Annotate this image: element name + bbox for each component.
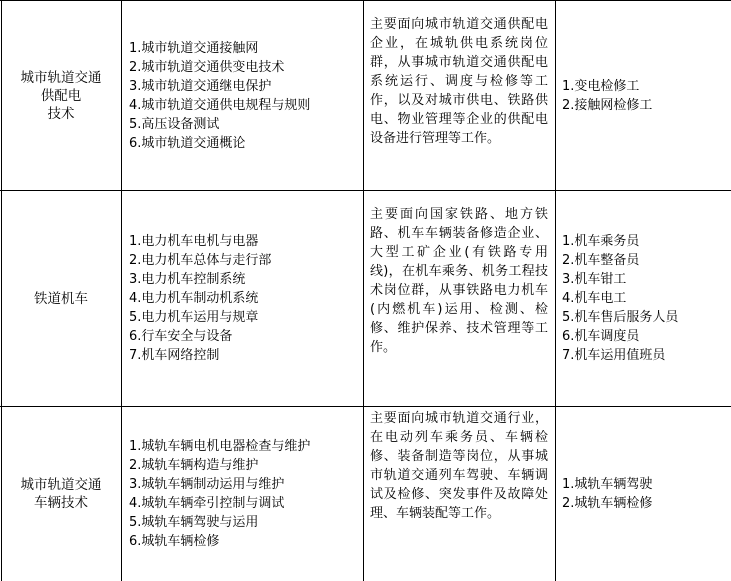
employment-description-cell <box>364 1 554 190</box>
employment-description: 主要面向国家铁路、地方铁路、机车车辆装备修造企业、大型工矿企业(有铁路专用线)，在机车乘务、机务工程技术岗位群，从事铁路电力机车(内燃机车)运用、检测、检修、维护保养、技术管理等工作。 <box>370 207 548 355</box>
employment-description-cell <box>364 407 554 581</box>
major-name-cell <box>2 407 120 581</box>
course-item: 1.城轨车辆电机电器检查与维护 <box>129 439 311 454</box>
job-item: 4.机车电工 <box>562 291 627 306</box>
course-list <box>129 232 271 365</box>
course-item: 1.电力机车电机与电器 <box>129 234 259 249</box>
job-item: 2.接触网检修工 <box>562 97 653 113</box>
job-item: 1.变电检修工 <box>562 78 640 94</box>
job-item: 7.机车运用值班员 <box>562 348 666 363</box>
core-courses-cell <box>123 1 363 190</box>
course-list <box>129 39 310 153</box>
job-item: 1.城轨车辆驾驶 <box>562 477 653 492</box>
employment-description-cell <box>364 191 554 406</box>
job-list <box>562 475 652 513</box>
job-item: 2.城轨车辆检修 <box>562 496 653 511</box>
course-item: 2.城市轨道交通供变电技术 <box>129 59 285 75</box>
course-item: 4.城市轨道交通供电规程与规则 <box>129 97 311 113</box>
major-name-line: 城市轨道交通 <box>20 477 102 493</box>
column-divider <box>121 0 122 581</box>
major-name-line: 技术 <box>47 105 75 122</box>
course-item: 3.城市轨道交通继电保护 <box>129 78 272 94</box>
course-item: 4.电力机车制动机系统 <box>129 291 259 306</box>
employment-description: 主要面向城市轨道交通供配电企业，在城轨供电系统岗位群，从事城市轨道交通供配电系统运行、调度与检修等工作，以及对城市供电、铁路供电、物业管理等企业的供配电设备进行管理等工作。 <box>370 17 548 146</box>
job-item: 6.机车调度员 <box>562 329 640 344</box>
employment-description: 主要面向城市轨道交通行业，在电动列车乘务员、车辆检修、装备制造等岗位，从事城市轨道交通列车驾驶、车辆调试及检修、突发事件及故障处理、车辆装配等工作。 <box>370 411 548 521</box>
course-item: 2.城轨车辆构造与维护 <box>129 458 259 473</box>
course-item: 6.城市轨道交通概论 <box>129 135 246 151</box>
major-name-line: 供配电 <box>40 87 82 104</box>
job-item: 1.机车乘务员 <box>562 234 640 249</box>
job-list <box>562 77 652 115</box>
course-item: 6.行车安全与设备 <box>129 329 233 344</box>
course-list <box>129 437 310 551</box>
major-name-cell <box>2 1 120 190</box>
course-item: 6.城轨车辆检修 <box>129 534 220 549</box>
major-name-line: 铁道机车 <box>34 290 88 307</box>
job-item: 3.机车钳工 <box>562 272 627 287</box>
course-item: 3.电力机车控制系统 <box>129 272 246 287</box>
major-name-line: 车辆技术 <box>34 495 88 511</box>
course-item: 5.城轨车辆驾驶与运用 <box>129 515 259 530</box>
job-item: 2.机车整备员 <box>562 253 640 268</box>
course-item: 2.电力机车总体与走行部 <box>129 253 272 268</box>
core-courses-cell <box>123 407 363 581</box>
major-name-cell <box>2 191 120 406</box>
course-item: 5.电力机车运用与规章 <box>129 310 259 325</box>
job-list <box>562 232 678 365</box>
major-name-line: 城市轨道交通 <box>20 69 102 86</box>
course-item: 1.城市轨道交通接触网 <box>129 40 259 56</box>
job-positions-cell <box>556 407 731 581</box>
job-positions-cell <box>556 1 731 190</box>
course-item: 7.机车网络控制 <box>129 348 220 363</box>
course-item: 4.城轨车辆牵引控制与调试 <box>129 496 285 511</box>
course-item: 5.高压设备测试 <box>129 116 220 132</box>
job-item: 5.机车售后服务人员 <box>562 310 679 325</box>
course-item: 3.城轨车辆制动运用与维护 <box>129 477 285 492</box>
core-courses-cell <box>123 191 363 406</box>
job-positions-cell <box>556 191 731 406</box>
